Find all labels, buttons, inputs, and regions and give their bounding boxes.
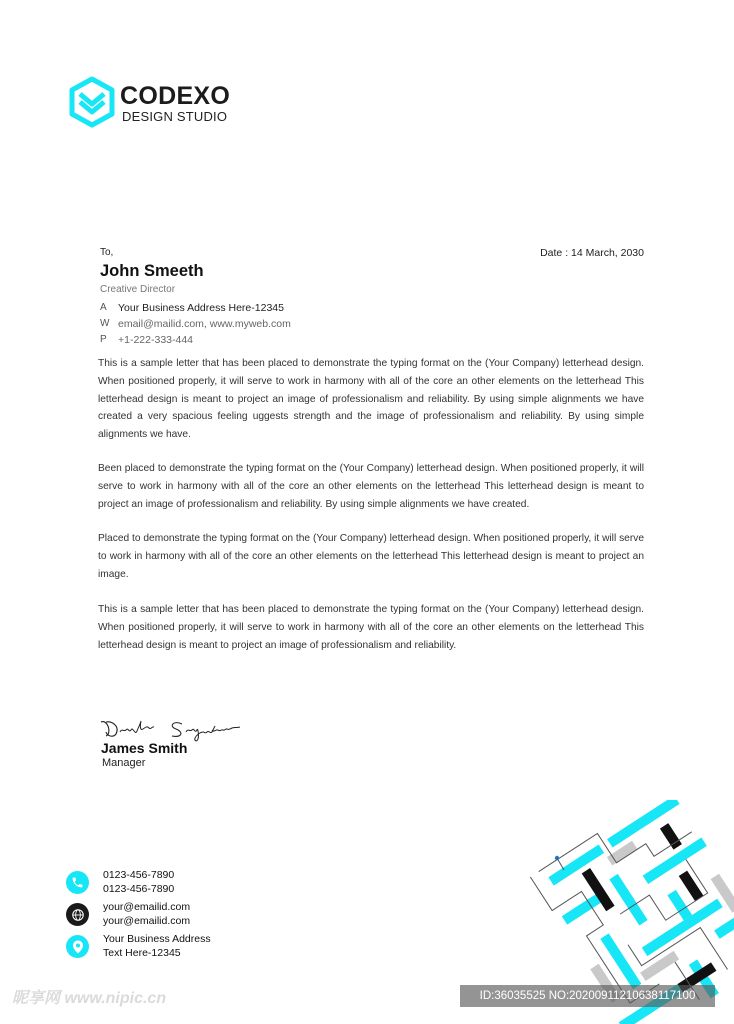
paragraph-text: This is a sample letter that has been placed to demonstrate the typing format on the (Your Company) letterhead design. When positioned properly, it will serve to work in harmony with all of the core an other elements on the letterhead This letterhead design is meant to project an image of professionalism and reliability. xyxy=(98,604,644,651)
recipient-name: John Smeeth xyxy=(100,262,204,280)
watermark-right: ID:36035525 NO:20200911210638117100 xyxy=(460,985,715,1007)
letter-paragraph xyxy=(98,460,644,513)
paragraph-text: This is a sample letter that has been placed to demonstrate the typing format on the (Your Company) letterhead design. When positioned properly, it will serve to work in harmony with all of the core an other elements on the letterhead This letterhead design is meant to project an image of professionalism and reliability. By using simple alignments we have created a very spacious feeling uggests strength and the image of professionalism and reliability. By using simple alignments we have. xyxy=(98,358,644,441)
contact-line: your@emailid.com xyxy=(103,901,191,913)
signer-name: James Smith xyxy=(101,740,188,756)
brand-name: CODEXO xyxy=(120,82,231,110)
phone-key: P xyxy=(100,334,107,345)
contact-line: Your Business Address xyxy=(103,933,211,945)
address-row xyxy=(100,302,284,314)
company-logo xyxy=(68,76,238,132)
phone-value: +1-222-333-444 xyxy=(118,334,194,346)
to-label: To, xyxy=(100,247,114,258)
contact-line: your@emailid.com xyxy=(103,914,191,927)
paragraph-text: Been placed to demonstrate the typing format on the (Your Company) letterhead design. When positioned properly, it will serve to work in harmony with all of the core an other elements on the letterhead This letterhead design is meant to project an image of professionalism and reliability. By using simple alignments we have created. xyxy=(98,463,644,510)
web-row xyxy=(100,318,291,330)
paragraph-text: Placed to demonstrate the typing format on the (Your Company) letterhead design. When positioned properly, it will serve to work in harmony with all of the core an other elements on the letterhead This letterhead design is meant to project an image. xyxy=(98,533,644,580)
contact-email xyxy=(66,901,190,928)
contact-phone xyxy=(66,869,174,896)
contact-line: Text Here-12345 xyxy=(103,946,181,959)
location-pin-icon xyxy=(66,935,89,958)
phone-icon xyxy=(66,871,89,894)
phone-row xyxy=(100,334,193,346)
contact-line: 0123-456-7890 xyxy=(103,869,175,881)
letter-paragraph xyxy=(98,355,644,444)
letter-date: Date : 14 March, 2030 xyxy=(540,247,644,259)
hexagon-logo-icon xyxy=(68,76,116,128)
contact-line: 0123-456-7890 xyxy=(103,882,175,895)
address-key: A xyxy=(100,302,107,313)
contact-address xyxy=(66,933,211,960)
address-value: Your Business Address Here-12345 xyxy=(118,302,284,314)
letter-paragraph xyxy=(98,601,644,654)
web-key: W xyxy=(100,318,110,329)
letter-paragraph xyxy=(98,530,644,583)
recipient-title: Creative Director xyxy=(100,284,176,295)
handwritten-signature xyxy=(98,716,274,742)
watermark-left: 昵享网 www.nipic.cn xyxy=(12,990,167,1007)
web-value: email@mailid.com, www.myweb.com xyxy=(118,318,291,330)
signer-role: Manager xyxy=(102,757,146,769)
brand-subtitle: DESIGN STUDIO xyxy=(122,109,228,124)
globe-icon xyxy=(66,903,89,926)
